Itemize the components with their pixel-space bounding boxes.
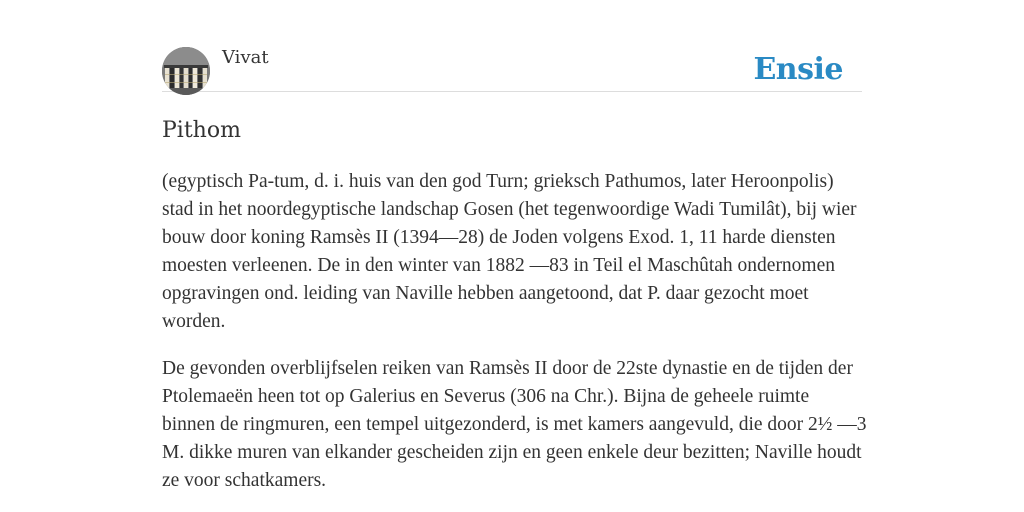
book-spines-icon [162,47,210,95]
page-title: Pithom [162,118,241,143]
article-page [162,0,867,491]
article-paragraph-1: (egyptisch Pa-tum, d. i. huis van den god Turn; grieksch Pathumos, later Heroonpolis) stad in het noordegyptische landschap Gosen (het tegenwoordige Wadi Tumilât), bij wier bouw door koning Ramsès II (1394—28) de Joden volgens Exod. 1, 11 harde diensten moesten verleenen. De in den winter van 1882 —83 in Teil el Maschûtah ondernomen opgravingen ond. leiding van Naville hebben aangetoond, dat P. daar gezocht moet worden. [162,171,857,332]
author-name[interactable]: Vivat [222,47,269,68]
header [162,0,862,92]
avatar[interactable] [162,47,210,95]
brand-logo[interactable]: Ensie [753,52,843,87]
article-paragraph-2: De gevonden overblijfselen reiken van Ramsès II door de 22ste dynastie en de tijden der Ptolemaeën heen tot op Galerius en Severus (306 na Chr.). Bijna de geheele ruimte binnen de ringmuren, een tempel uitgezonderd, is met kamers aangevuld, die door 2½ —3 M. dikke muren van elkander gescheiden zijn en geen enkele deur bezitten; Naville houdt ze voor schatkamers. [162,358,867,491]
